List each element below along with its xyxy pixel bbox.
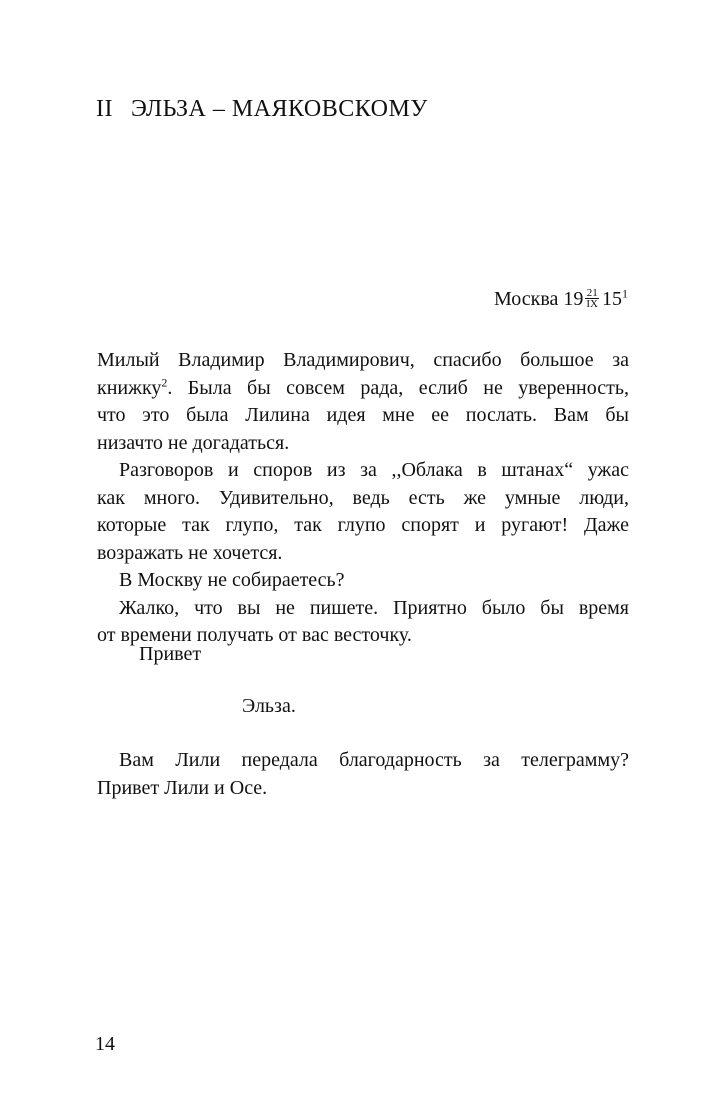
- paragraph-3: [97, 567, 629, 595]
- text-line: Милый Владимир Владимирович, спасибо большое за: [97, 349, 629, 371]
- text-line: что это была Лилина идея мне ее послать. Вам бы: [97, 404, 629, 426]
- page-number: 14: [95, 1033, 115, 1055]
- paragraph-1: [97, 347, 629, 457]
- footnote-ref-2: 2: [161, 374, 168, 389]
- paragraph-2: [97, 457, 629, 567]
- paragraph-4: [97, 595, 629, 650]
- date-month: IX: [586, 297, 598, 310]
- text-line: которые так глупо, так глупо спорят и ругают! Даже: [97, 514, 629, 536]
- date-day: 21: [586, 286, 598, 299]
- letter-greeting: Привет: [139, 643, 202, 665]
- text-line: низачто не догадаться.: [97, 431, 290, 454]
- text-line: Вам Лили передала благодарность за телеграмму?: [119, 749, 629, 771]
- text-line: как много. Удивительно, ведь есть же умные люди,: [97, 486, 629, 509]
- text-line: Разговоров и споров из за ,,Облака в штанах“ ужас: [119, 459, 629, 481]
- text-fragment: книжку: [97, 376, 162, 399]
- text-line: возражать не хочется.: [97, 541, 283, 564]
- letter-body: [97, 347, 629, 650]
- dateline-year-suffix: 15: [602, 288, 622, 310]
- date-fraction: [585, 288, 599, 309]
- dateline-city-year: Москва 19: [493, 288, 584, 310]
- postscript-paragraph: [97, 747, 629, 802]
- footnote-ref-1: 1: [622, 286, 628, 301]
- letter-signature: Эльза.: [242, 695, 296, 717]
- text-line: Привет Лили и Осе.: [97, 776, 268, 799]
- text-line: Жалко, что вы не пишете. Приятно было бы время: [119, 596, 629, 619]
- chapter-number: II: [96, 96, 113, 122]
- text-fragment: . Была бы совсем рада, еслиб не уверенность,: [167, 376, 629, 399]
- letter-dateline: [494, 288, 628, 311]
- text-line: [97, 375, 629, 403]
- chapter-title-text: ЭЛЬЗА – МАЯКОВСКОМУ: [130, 96, 428, 122]
- text-line: В Москву не собираетесь?: [119, 569, 345, 591]
- chapter-title: [96, 96, 428, 123]
- letter-postscript: [97, 747, 629, 802]
- text-line: от времени получать от вас весточку.: [97, 624, 412, 646]
